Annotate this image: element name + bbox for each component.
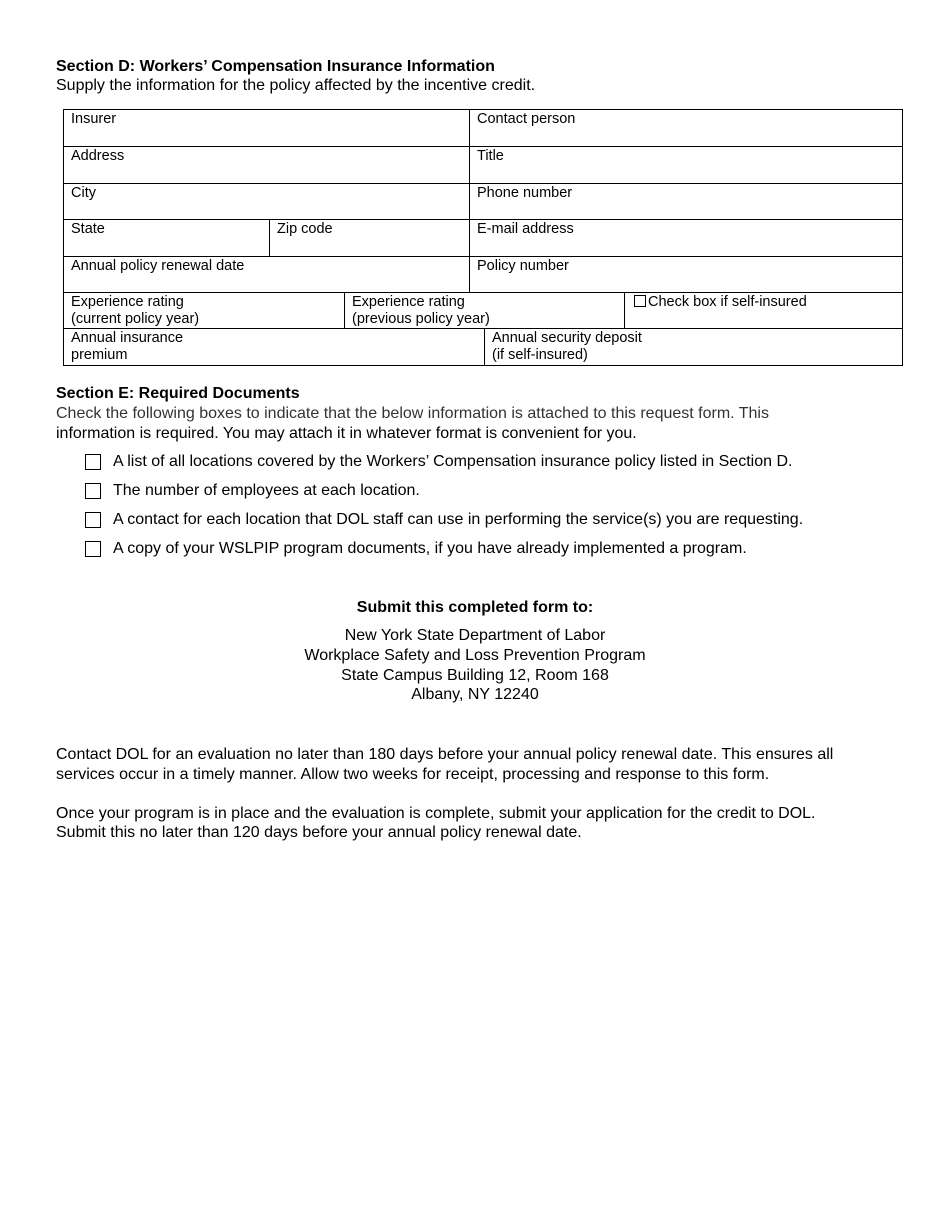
required-doc-label: The number of employees at each location. — [113, 482, 420, 499]
table-row — [64, 328, 902, 365]
security-deposit-label: Annual security deposit — [492, 330, 642, 346]
submit-address-line: State Campus Building 12, Room 168 — [341, 667, 609, 684]
renewal-date-label: Annual policy renewal date — [71, 258, 245, 274]
table-row — [64, 292, 902, 329]
policy-number-label: Policy number — [477, 258, 569, 274]
insurer-label: Insurer — [71, 111, 117, 127]
experience-rating-previous-sublabel: (previous policy year) — [352, 311, 490, 327]
experience-rating-current-label: Experience rating — [71, 294, 184, 310]
renewal-date-field[interactable] — [64, 257, 469, 293]
experience-rating-previous-label: Experience rating — [352, 294, 465, 310]
section-e-heading: Section E: Required Documents — [56, 385, 300, 402]
table-row — [64, 146, 902, 183]
section-d-subtitle: Supply the information for the policy affected by the incentive credit. — [56, 77, 536, 94]
state-label: State — [71, 221, 105, 237]
locations-list-checkbox[interactable] — [85, 454, 101, 470]
table-row — [64, 183, 902, 220]
policy-number-field[interactable] — [469, 257, 902, 293]
table-row — [64, 110, 902, 147]
employee-count-checkbox[interactable] — [85, 483, 101, 499]
submit-address-line: Albany, NY 12240 — [411, 686, 539, 703]
experience-rating-current-field[interactable] — [64, 293, 344, 329]
evaluation-note-line1: Contact DOL for an evaluation no later than 180 days before your annual policy renewal date. This ensures all — [56, 746, 834, 763]
experience-rating-previous-field[interactable] — [344, 293, 624, 329]
self-insured-label: Check box if self-insured — [648, 294, 807, 310]
state-field[interactable] — [64, 220, 269, 256]
section-e-intro-line1: Check the following boxes to indicate that the below information is attached to this request form. This — [56, 405, 769, 422]
evaluation-note-line2: services occur in a timely manner. Allow two weeks for receipt, processing and response to this form. — [56, 766, 770, 783]
required-doc-item — [85, 481, 420, 500]
annual-premium-sublabel: premium — [71, 347, 128, 363]
security-deposit-sublabel: (if self-insured) — [492, 347, 588, 363]
required-doc-label: A list of all locations covered by the Workers’ Compensation insurance policy listed in Section D. — [113, 453, 793, 470]
required-doc-label: A copy of your WSLPIP program documents, if you have already implemented a program. — [113, 540, 747, 557]
zip-code-label: Zip code — [277, 221, 333, 237]
application-note-line2: Submit this no later than 120 days before your annual policy renewal date. — [56, 824, 582, 841]
insurance-info-table — [63, 109, 903, 366]
email-address-label: E-mail address — [477, 221, 574, 237]
submit-address-line: New York State Department of Labor — [344, 627, 606, 644]
address-label: Address — [71, 148, 125, 164]
title-field[interactable] — [469, 147, 902, 183]
insurer-field[interactable] — [64, 110, 469, 147]
annual-premium-field[interactable] — [64, 329, 484, 365]
location-contact-checkbox[interactable] — [85, 512, 101, 528]
contact-person-label: Contact person — [477, 111, 576, 127]
title-label: Title — [477, 148, 504, 164]
section-e-intro-line2: information is required. You may attach it in whatever format is convenient for you. — [56, 425, 637, 442]
submit-heading: Submit this completed form to: — [356, 599, 594, 616]
table-row — [64, 256, 902, 293]
section-d-heading: Section D: Workers’ Compensation Insurance Information — [56, 58, 495, 75]
email-address-field[interactable] — [469, 220, 902, 256]
zip-code-field[interactable] — [269, 220, 469, 256]
city-label: City — [71, 185, 96, 201]
annual-premium-label: Annual insurance — [71, 330, 184, 346]
security-deposit-field[interactable] — [484, 329, 902, 365]
program-documents-checkbox[interactable] — [85, 541, 101, 557]
required-doc-label: A contact for each location that DOL staff can use in performing the service(s) you are requesting. — [113, 511, 804, 528]
address-field[interactable] — [64, 147, 469, 183]
required-doc-item — [85, 510, 803, 529]
required-doc-item — [85, 452, 792, 471]
self-insured-field — [624, 293, 902, 329]
phone-number-label: Phone number — [477, 185, 573, 201]
table-row — [64, 219, 902, 256]
self-insured-checkbox[interactable] — [634, 295, 646, 307]
phone-number-field[interactable] — [469, 184, 902, 220]
experience-rating-current-sublabel: (current policy year) — [71, 311, 200, 327]
required-doc-item — [85, 539, 747, 558]
contact-person-field[interactable] — [469, 110, 902, 147]
city-field[interactable] — [64, 184, 469, 220]
submit-address-line: Workplace Safety and Loss Prevention Program — [304, 647, 646, 664]
application-note-line1: Once your program is in place and the evaluation is complete, submit your application for the credit to DOL. — [56, 805, 816, 822]
